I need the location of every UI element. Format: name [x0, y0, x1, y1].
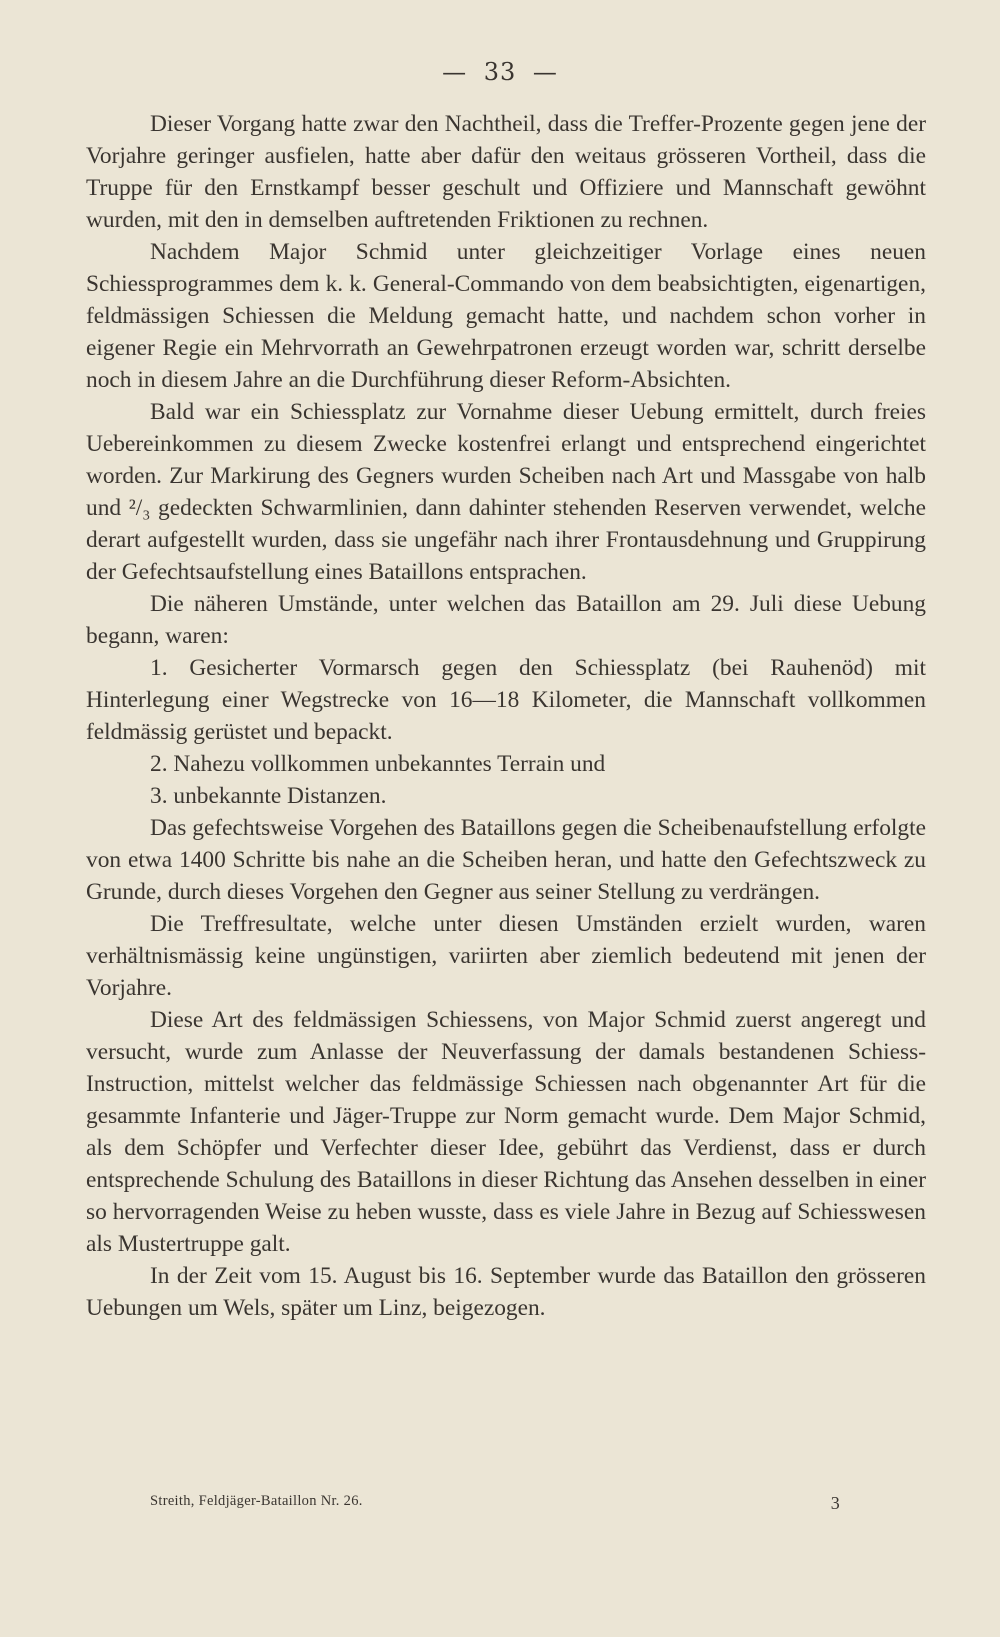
- paragraph: Diese Art des feldmässigen Schiessens, von Major Schmid zuerst angeregt und versucht, wurde zum Anlasse der Neuverfassung der damals bestandenen Schiess-Instruction, mittelst welcher das feldmässige Schiessen nach obgenannter Art für die gesammte Infanterie und Jäger-Truppe zur Norm gemacht wurde. Dem Major Schmid, als dem Schöpfer und Verfechter dieser Idee, gebührt das Verdienst, dass er durch entsprechende Schulung des Bataillons in dieser Richtung das Ansehen desselben in einer so hervorragenden Weise zu heben wusste, dass es viele Jahre in Bezug auf Schiesswesen als Mustertruppe galt.: [86, 1007, 926, 1257]
- body-text: [86, 108, 926, 1324]
- paragraph: Bald war ein Schiessplatz zur Vornahme dieser Uebung ermittelt, durch freies Uebereinkommen zu diesem Zwecke kostenfrei erlangt und entsprechend eingerichtet worden. Zur Markirung des Gegners wurden Scheiben nach Art und Massgabe von halb und ²/₃ gedeckten Schwarmlinien, dann dahinter stehenden Reserven verwendet, welche derart aufgestellt wurden, dass sie ungefähr nach ihrer Frontausdehnung und Gruppirung der Gefechtsaufstellung eines Bataillons entsprachen.: [86, 399, 926, 585]
- page-footer: [150, 1493, 840, 1514]
- paragraph: Die näheren Umstände, unter welchen das Bataillon am 29. Juli diese Uebung begann, waren:: [86, 591, 926, 649]
- signature-mark: 3: [830, 1493, 840, 1513]
- page-number-header: [0, 58, 1000, 86]
- list-item: 1. Gesicherter Vormarsch gegen den Schiessplatz (bei Rauhenöd) mit Hinterlegung einer Wegstrecke von 16—18 Kilometer, die Mannschaft vollkommen feldmässig gerüstet und bepackt.: [86, 655, 926, 745]
- paragraph: Dieser Vorgang hatte zwar den Nachtheil, dass die Treffer-Prozente gegen jene der Vorjahre geringer ausfielen, hatte aber dafür den weitaus grösseren Vortheil, dass die Truppe für den Ernstkampf besser geschult und Offiziere und Mannschaft gewöhnt wurden, mit den in demselben auftretenden Friktionen zu rechnen.: [86, 111, 926, 233]
- page-number: 33: [483, 58, 517, 86]
- list-item: 3. unbekannte Distanzen.: [150, 783, 387, 809]
- list-item: 2. Nahezu vollkommen unbekanntes Terrain und: [150, 751, 606, 777]
- dash-right: —: [532, 58, 558, 86]
- paragraph: Die Treffresultate, welche unter diesen Umständen erzielt wurden, waren verhältnismässig keine ungünstigen, variirten aber ziemlich bedeutend mit jenen der Vorjahre.: [86, 911, 926, 1001]
- paragraph: In der Zeit vom 15. August bis 16. September wurde das Bataillon den grösseren Uebungen um Wels, später um Linz, beigezogen.: [86, 1263, 926, 1321]
- dash-left: —: [442, 58, 468, 86]
- footer-source: Streith, Feldjäger-Bataillon Nr. 26.: [150, 1493, 363, 1509]
- paragraph: Das gefechtsweise Vorgehen des Bataillons gegen die Scheibenaufstellung erfolgte von etwa 1400 Schritte bis nahe an die Scheiben heran, und hatte den Gefechtszweck zu Grunde, durch dieses Vorgehen den Gegner aus seiner Stellung zu verdrängen.: [86, 815, 926, 905]
- paragraph: Nachdem Major Schmid unter gleichzeitiger Vorlage eines neuen Schiessprogrammes dem k. k. General-Commando von dem beabsichtigten, eigenartigen, feldmässigen Schiessen die Meldung gemacht hatte, und nachdem schon vorher in eigener Regie ein Mehrvorrath an Gewehrpatronen erzeugt worden war, schritt derselbe noch in diesem Jahre an die Durchführung dieser Reform-Absichten.: [86, 239, 926, 393]
